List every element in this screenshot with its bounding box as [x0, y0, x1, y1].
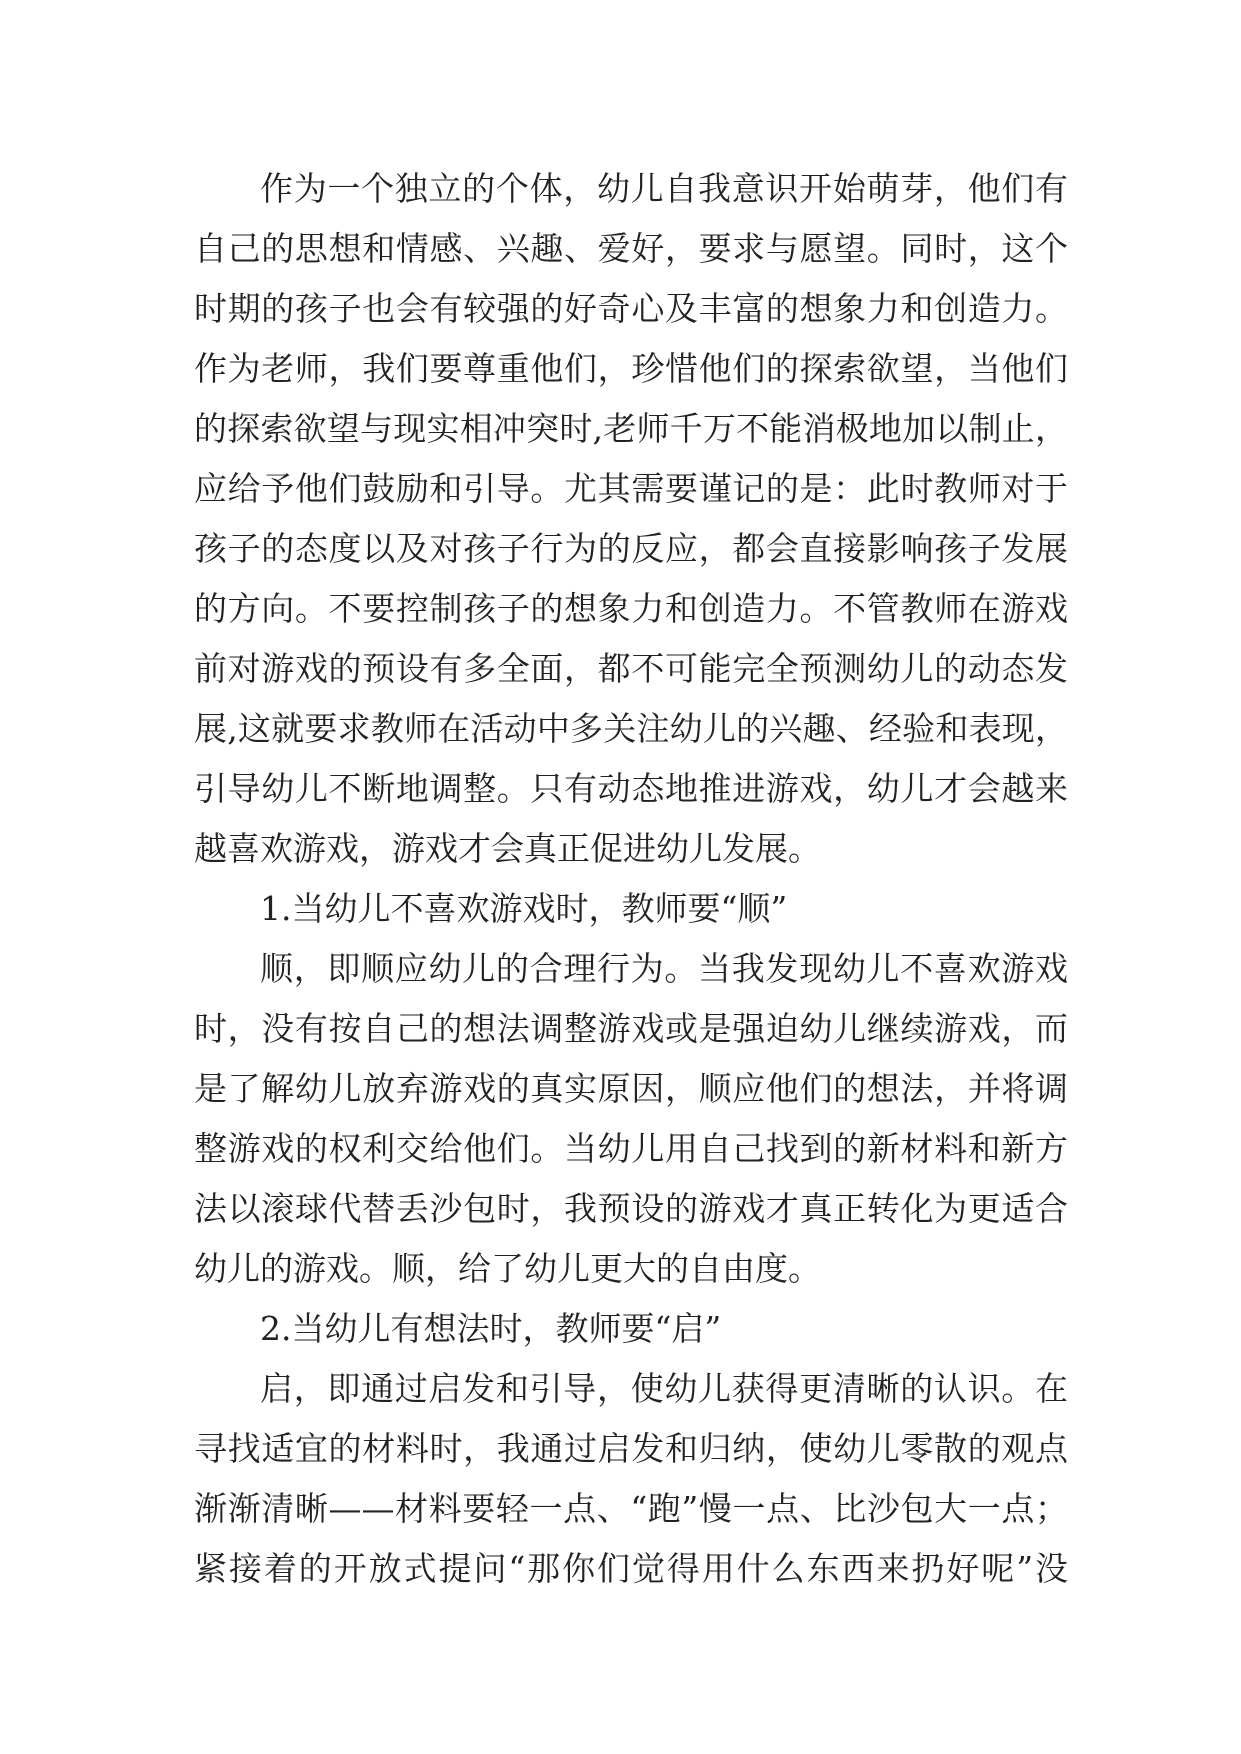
paragraph-line: 作为一个独立的个体，幼儿自我意识开始萌芽，他们有	[260, 169, 1068, 208]
paragraph-line: 前对游戏的预设有多全面，都不可能完全预测幼儿的动态发	[194, 649, 1068, 688]
paragraph	[194, 159, 1068, 879]
section-heading-2: 2.当幼儿有想法时，教师要“启”	[260, 1309, 722, 1348]
paragraph-line: 时期的孩子也会有较强的好奇心及丰富的想象力和创造力。	[194, 289, 1068, 328]
paragraph-line: 是了解幼儿放弃游戏的真实原因，顺应他们的想法，并将调	[194, 1069, 1068, 1108]
paragraph-line: 时，没有按自己的想法调整游戏或是强迫幼儿继续游戏，而	[194, 1009, 1068, 1048]
paragraph-line: 法以滚球代替丢沙包时，我预设的游戏才真正转化为更适合	[194, 1189, 1068, 1228]
paragraph-line: 紧接着的开放式提问“那你们觉得用什么东西来扔好呢”没	[194, 1549, 1068, 1588]
paragraph-line: 整游戏的权利交给他们。当幼儿用自己找到的新材料和新方	[194, 1129, 1068, 1168]
paragraph-line: 展,这就要求教师在活动中多关注幼儿的兴趣、经验和表现，	[194, 709, 1068, 748]
paragraph-line: 应给予他们鼓励和引导。尤其需要谨记的是：此时教师对于	[194, 469, 1068, 508]
paragraph-line: 作为老师，我们要尊重他们，珍惜他们的探索欲望，当他们	[194, 349, 1068, 388]
paragraph-line: 引导幼儿不断地调整。只有动态地推进游戏，幼儿才会越来	[194, 769, 1068, 808]
paragraph-line: 寻找适宜的材料时，我通过启发和归纳，使幼儿零散的观点	[194, 1429, 1068, 1468]
paragraph-line: 自己的思想和情感、兴趣、爱好，要求与愿望。同时，这个	[194, 229, 1068, 268]
paragraph	[194, 1359, 1068, 1599]
paragraph	[194, 939, 1068, 1299]
paragraph-line: 渐渐清晰——材料要轻一点、“跑”慢一点、比沙包大一点；	[194, 1489, 1068, 1528]
paragraph-line: 孩子的态度以及对孩子行为的反应，都会直接影响孩子发展	[194, 529, 1068, 568]
paragraph-line: 越喜欢游戏，游戏才会真正促进幼儿发展。	[194, 829, 821, 868]
paragraph-line: 的探索欲望与现实相冲突时,老师千万不能消极地加以制止，	[194, 409, 1068, 448]
section-heading-1: 1.当幼儿不喜欢游戏时，教师要“顺”	[260, 889, 788, 928]
paragraph-line: 顺，即顺应幼儿的合理行为。当我发现幼儿不喜欢游戏	[260, 949, 1068, 988]
paragraph-line: 的方向。不要控制孩子的想象力和创造力。不管教师在游戏	[194, 589, 1068, 628]
paragraph-line: 启，即通过启发和引导，使幼儿获得更清晰的认识。在	[260, 1369, 1068, 1408]
document-body	[194, 159, 1068, 1599]
paragraph-line: 幼儿的游戏。顺，给了幼儿更大的自由度。	[194, 1249, 821, 1288]
